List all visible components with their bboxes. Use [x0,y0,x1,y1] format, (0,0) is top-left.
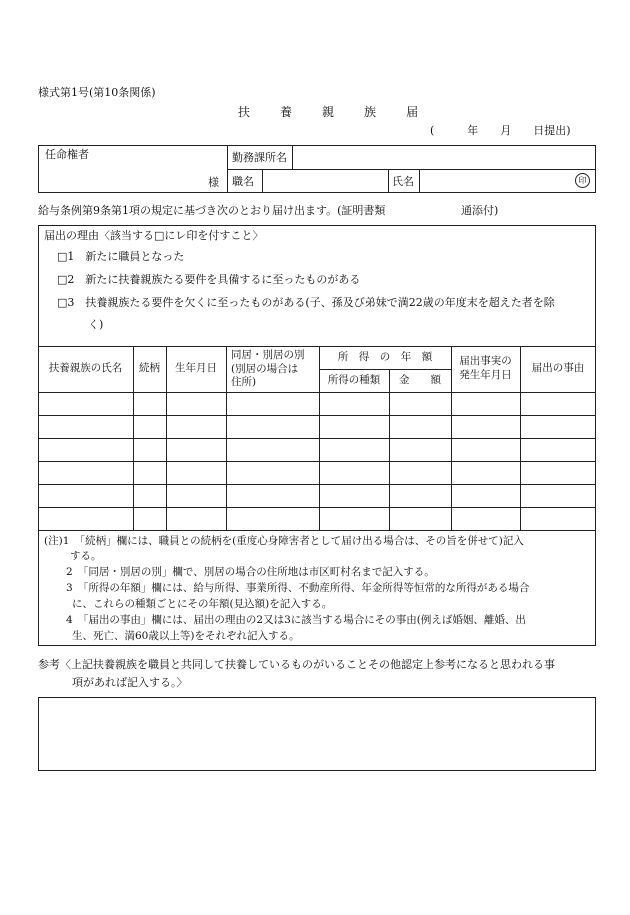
table-cell[interactable] [391,417,449,436]
note-1: (注)1 「続柄」欄には、職員との続柄を(重度心身障害者として届け出る場合は、その旨を併せて)記入 [44,535,524,547]
checkbox[interactable]: □3 [57,296,75,309]
title-char: 扶 [238,105,251,119]
table-cell[interactable] [168,417,224,436]
checkbox[interactable]: □2 [57,273,75,286]
table-cell[interactable] [522,394,594,413]
table-cell[interactable] [135,394,164,413]
intro-text: 給与条例第9条第1項の規定に基づき次のとおり届け出ます。(証明書類 [38,204,386,217]
table-cell[interactable] [40,417,131,436]
table-cell[interactable] [453,440,518,459]
col-header-reason: 届出の事由 [531,362,585,374]
note-4-cont: 生、死亡、満60歳以上等)をそれぞれ記入する。 [72,630,300,642]
table-cell[interactable] [228,509,317,528]
form-number: 様式第1号(第10条関係) [38,86,156,99]
table-cell[interactable] [321,486,387,505]
col-header-income-group: 所 得 の 年 額 [337,351,433,363]
reason-text: 扶養親族たる要件を欠くに至ったものがある(子、孫及び弟妹で満22歳の年度末を超えた者を除 [85,296,555,309]
note-4: 4 「届出の事由」欄には、届出の理由の2又は3に該当する場合にその事由(例えば婚姻、離婚、出 [66,614,526,626]
title-char: 族 [364,105,377,119]
table-cell[interactable] [321,440,387,459]
note-2: 2 「同居・別居の別」欄で、別居の場合の住所地は市区町村名まで記入する。 [66,566,435,578]
note-3-cont: に、これらの種類ごとにその年額(見込額)を記入する。 [72,598,333,610]
seal-icon: 印 [575,173,590,188]
table-cell[interactable] [321,417,387,436]
col-header-amount: 金 額 [399,374,441,386]
reference-input-box[interactable] [38,697,596,771]
reason-item-3[interactable] [57,296,555,310]
office-label: 勤務課所名 [232,151,287,164]
table-cell[interactable] [40,509,131,528]
col-header-relation: 続柄 [139,362,160,374]
reason-text: 新たに扶養親族たる要件を具備するに至ったものがある [85,273,361,286]
table-cell[interactable] [391,440,449,459]
col-header-name: 扶養親族の氏名 [48,362,123,374]
office-field[interactable] [296,146,595,168]
submission-date: ( 年 月 日提出) [430,124,571,137]
table-cell[interactable] [168,394,224,413]
reason-item-2[interactable] [57,273,360,287]
table-cell[interactable] [40,463,131,482]
reason-text: 新たに職員となった [85,250,185,263]
table-cell[interactable] [391,509,449,528]
table-cell[interactable] [135,463,164,482]
reason-text-continued: く) [88,318,104,331]
table-cell[interactable] [135,486,164,505]
document-count-field[interactable] [408,198,458,218]
table-cell[interactable] [522,440,594,459]
table-cell[interactable] [391,486,449,505]
name-field[interactable] [421,170,571,192]
table-cell[interactable] [391,463,449,482]
table-cell[interactable] [135,417,164,436]
note-3: 3 「所得の年額」欄には、給与所得、事業所得、不動産所得、年金所得等恒常的な所得がある場合 [66,582,530,594]
table-cell[interactable] [228,463,317,482]
table-cell[interactable] [453,463,518,482]
note-1-cont: する。 [70,550,102,562]
table-cell[interactable] [168,463,224,482]
table-cell[interactable] [453,486,518,505]
form-title [238,105,418,120]
reference-text: 参考〈上記扶養親族を職員と共同して扶養しているものがいることその他認定上参考になると思われる事 [38,658,555,671]
table-cell[interactable] [453,394,518,413]
table-cell[interactable] [228,440,317,459]
table-cell[interactable] [522,509,594,528]
appointer-label: 任命権者 [45,148,89,161]
post-label: 職名 [232,175,254,188]
table-cell[interactable] [40,440,131,459]
intro-suffix: 通添付) [461,204,499,217]
reason-item-1[interactable] [57,250,184,264]
table-cell[interactable] [168,486,224,505]
table-cell[interactable] [321,394,387,413]
table-cell[interactable] [228,417,317,436]
table-cell[interactable] [453,417,518,436]
post-field[interactable] [264,170,387,192]
col-header-income-type: 所得の種類 [327,374,381,386]
table-cell[interactable] [522,417,594,436]
table-cell[interactable] [522,486,594,505]
table-cell[interactable] [228,486,317,505]
checkbox[interactable]: □1 [57,250,75,263]
col-header-event-date: 届出事実の 発生年月日 [459,355,512,381]
table-cell[interactable] [453,509,518,528]
table-cell[interactable] [321,463,387,482]
col-header-residence: 同居・別居の別 (別居の場合は 住所) [231,349,305,389]
title-char: 養 [280,105,293,119]
table-cell[interactable] [391,394,449,413]
table-cell[interactable] [321,509,387,528]
col-header-birthdate: 生年月日 [175,362,217,374]
reference-text-cont: 項があれば記入する。〉 [72,676,188,689]
table-cell[interactable] [168,509,224,528]
table-cell[interactable] [40,394,131,413]
table-cell[interactable] [40,486,131,505]
table-cell[interactable] [168,440,224,459]
table-cell[interactable] [522,463,594,482]
table-cell[interactable] [135,509,164,528]
sama-suffix: 様 [208,176,219,189]
table-cell[interactable] [135,440,164,459]
reason-heading: 届出の理由〈該当する□にレ印を付すこと〉 [44,229,264,242]
title-char: 親 [322,105,335,119]
name-label: 氏名 [392,175,414,188]
table-cell[interactable] [228,394,317,413]
title-char: 届 [406,105,419,119]
